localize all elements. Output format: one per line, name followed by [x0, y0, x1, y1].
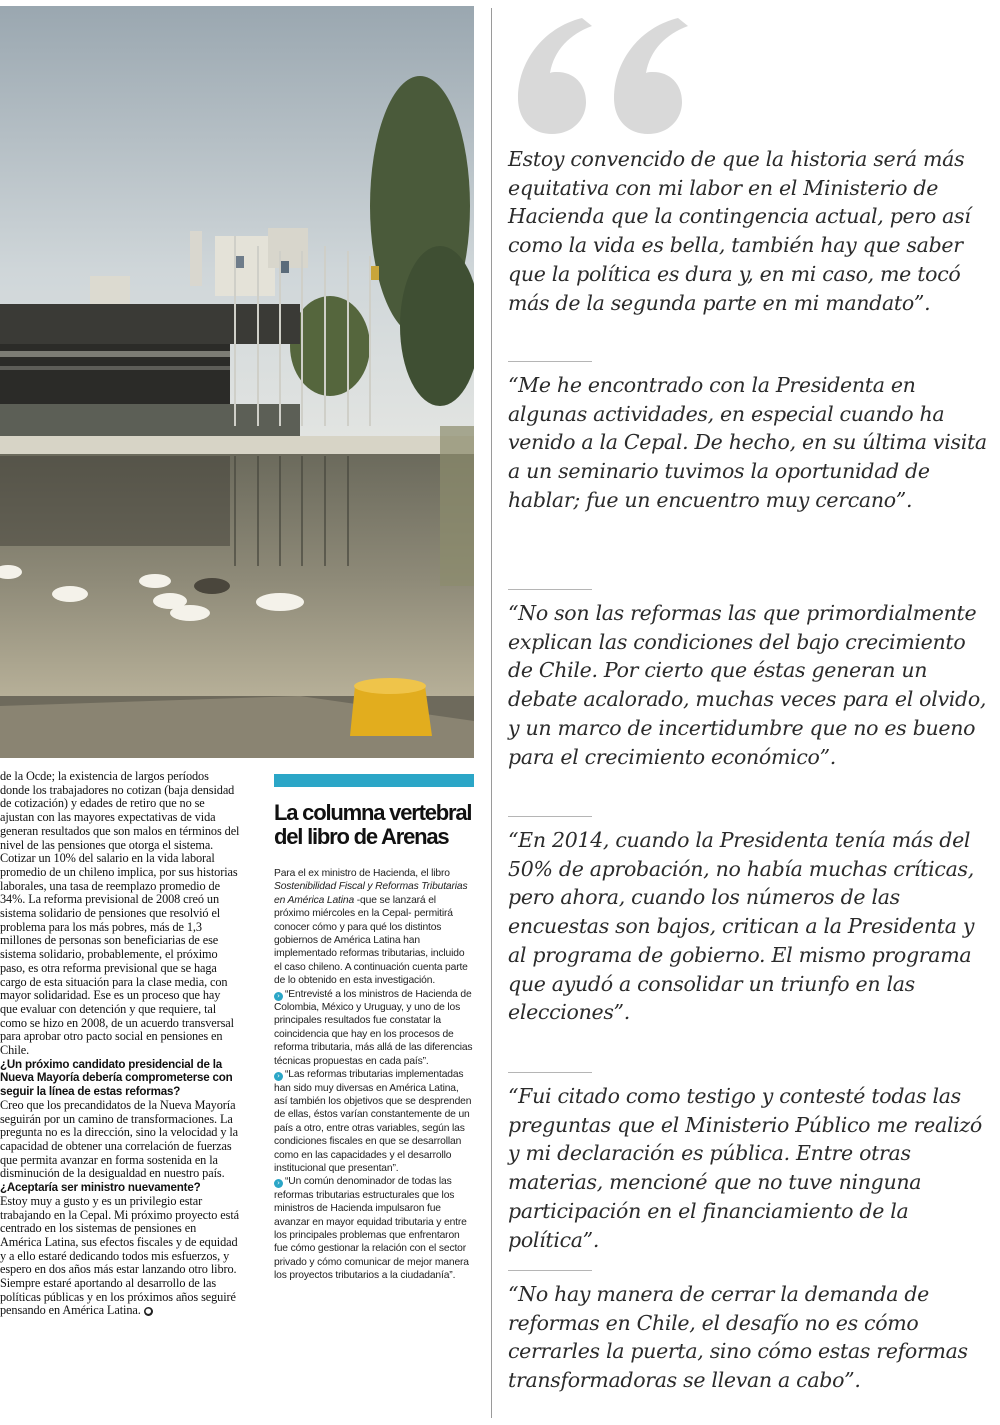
pull-quote: “Me he encontrado con la Presidenta en algunas actividades, en especial cuando ha venido a la Cepal. De hecho, en su última visita a un seminario tuvimos la oportunidad de hablar; fue un encuentro muy cercano”. [508, 373, 987, 512]
bullet-icon: › [274, 1072, 283, 1081]
photo-lake-building-icon [0, 6, 474, 758]
sidebar-box [274, 774, 474, 1419]
answer-text: Estoy muy a gusto y es un privilegio estar trabajando en la Cepal. Mi próximo proyecto está centrado en los sistemas de pensiones en América Latina, sus efectos fiscales y de equidad y a ello estaré dedicando todos mis esfuerzos, y espero en dos años más estar lanzando otro libro. Siempre estaré aportando al desarrollo de las políticas públicas y en los próximos años seguiré pensando en América Latina. [0, 1193, 240, 1318]
sidebar-title: La columna vertebral del libro de Arenas [274, 800, 472, 849]
quote-separator [508, 361, 592, 362]
pull-quote: “En 2014, cuando la Presidenta tenía más del 50% de aprobación, no había muchas críticas, pero ahora, cuando los números de las encuestas son bajos, critican a la Presidenta y al programa de gobierno. El mismo programa que ayudó a consolidar un triunfo en las elecciones”. [508, 828, 975, 1025]
pull-quote: Estoy convencido de que la historia será más equitativa con mi labor en el Ministerio de Hacienda que la contingencia actual, pero así como la vida es bella, también hay que saber que la política es dura y, en mi caso, me tocó más de la segunda parte en mi mandato”. [508, 147, 971, 315]
sidebar-bullet-text: “Las reformas tributarias implementadas han sido muy diversas en América Latina, así también los objetivos que se desprenden de ellas, éstos varían constantemente de un país a otro, entre otras variables, según las condiciones fiscales en que se desarrollan como en las capacidades y el desarrollo institucional que presentan”. [274, 1069, 472, 1174]
sidebar-bullet-text: “Un común denominador de todas las reformas tributarias estructurales que los ministros de Hacienda impulsaron fue avanzar en mayor equidad tributaria y entre los principales problemas que enfrentaron fue cómo gestionar la relación con el sector privado y cómo comunicar de mejor manera los proyectos tributarios a la ciudadanía”. [274, 1176, 469, 1282]
sidebar-bullet [274, 988, 474, 1068]
sidebar-accent-bar [274, 774, 474, 787]
article-body-column [0, 770, 240, 1420]
quote-separator [508, 1270, 592, 1271]
quote-separator [508, 589, 592, 590]
quote-separator [508, 816, 592, 817]
sidebar-bullet [274, 1068, 474, 1175]
sidebar-intro-text: -que se lanzará el próximo miércoles en la Cepal- permitirá conocer cómo y para qué los distintos gobiernos de América Latina han implementado reformas tributarias, incluido el caso chileno. A continuación cuenta parte de lo obtenido en esta investigación. [274, 894, 468, 987]
body-paragraph: de la Ocde; la existencia de largos períodos donde los trabajadores no cotizan (baja densidad de cotización) y edades de retiro que no se ajustan con las mayores expectativas de vida generan resultados que son malos en términos del nivel de las pensiones que otorga el sistema. Cotizar un 10% del salario en la vida laboral promedio de un chileno implica, por sus historias laborales, una tasa de reemplazo promedio de 34%. La reforma previsional de 2008 creó un sistema solidario de pensiones que resolvió el problema para los más pobres, más de 1,3 millones de personas son beneficiarias de ese sistema solidario, probablemente, el próximo paso, es otra reforma previsional que se haga cargo de esta situación para la clase media, con mayor solidaridad. Ese es un proceso que hay que evaluar con detención y que requiere, tal como se hizo en 2008, de un acuerdo transversal para aprobar otro pacto social en pensiones en Chile. [0, 770, 240, 1058]
sidebar-intro [274, 867, 474, 988]
pull-quote: “No hay manera de cerrar la demanda de reformas en Chile, el desafío no es cómo cerrarles la puerta, sino cómo estas reformas transformadoras se llevan a cabo”. [508, 1282, 968, 1393]
book-title: Sostenibilidad Fiscal y Reformas Tributarias en América Latina [274, 881, 468, 906]
sidebar-intro-text: Para el ex ministro de Hacienda, el libro [274, 868, 450, 879]
interview-question: ¿Un próximo candidato presidencial de la Nueva Mayoría debería comprometerse con seguir la línea de estas reformas? [0, 1057, 233, 1099]
interview-answer [0, 1195, 240, 1318]
interview-answer: Creo que los precandidatos de la Nueva Mayoría seguirán por un camino de transformaciones. La pregunta no es la dirección, sino la velocidad y la capacidad de obtener una correlación de fuerzas que permita avanzar en forma sostenida en la disminución de la desigualdad en nuestro país. [0, 1097, 239, 1181]
sidebar-bullet [274, 1175, 474, 1282]
interview-question: ¿Aceptaría ser ministro nuevamente? [0, 1181, 201, 1195]
column-divider [491, 8, 492, 1418]
quote-mark-icon [512, 8, 702, 138]
quote-separator [508, 1072, 592, 1073]
pull-quote: “No son las reformas las que primordialmente explican las condiciones del bajo crecimiento de Chile. Por cierto que éstas generan un debate acalorado, muchas veces para el olvido, y un marco de incertidumbre que no es bueno para el crecimiento económico”. [508, 601, 987, 769]
pull-quote: “Fui citado como testigo y contesté todas las preguntas que el Ministerio Público me realizó y mi declaración es pública. Entre otras materias, mencioné que no tuve ninguna participación en el financiamiento de la política”. [508, 1084, 982, 1252]
bullet-icon: › [274, 1179, 283, 1188]
article-photo [0, 6, 474, 758]
sidebar-body [274, 867, 474, 1283]
bullet-icon: › [274, 992, 283, 1001]
end-of-article-icon: ● [145, 1307, 152, 1316]
sidebar-bullet-text: “Entrevisté a los ministros de Hacienda de Colombia, México y Uruguay, y uno de los principales resultados fue constatar la coincidencia que hay en los procesos de reforma tributaria, más allá de las diferencias técnicas propuestas en cada país”. [274, 988, 473, 1067]
